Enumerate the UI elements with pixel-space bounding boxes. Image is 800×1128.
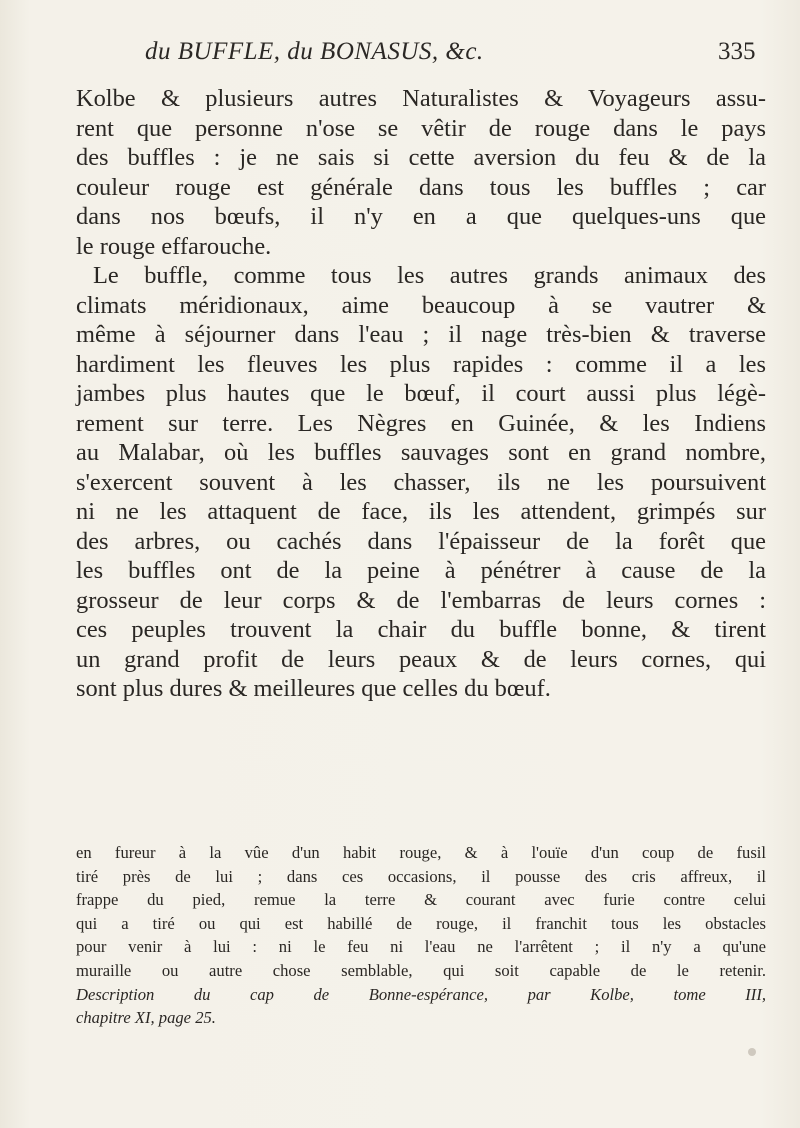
- text-line: grosseur de leur corps & de l'embarras de leurs cornes :: [76, 586, 766, 614]
- text-line: un grand profit de leurs peaux & de leurs cornes, qui: [76, 645, 766, 673]
- footnote-line: tiré près de lui ; dans ces occasions, il pousse des cris affreux, il: [76, 866, 766, 886]
- text-line: même à séjourner dans l'eau ; il nage très-bien & traverse: [76, 321, 766, 348]
- running-title: du BUFFLE, du BONASUS, &c.: [145, 38, 484, 65]
- text-line: hardiment les fleuves les plus rapides : comme il a les: [76, 350, 766, 378]
- footnote-line: en fureur à la vûe d'un habit rouge, & à l'ouïe d'un coup de fusil: [76, 843, 766, 862]
- footnote-line: qui a tiré ou qui est habillé de rouge, il franchit tous les obstacles: [76, 913, 766, 933]
- footnote-citation: chapitre XI, page 25.: [76, 1008, 216, 1028]
- paper-stain: [748, 1048, 756, 1056]
- page-number: 335: [718, 38, 756, 65]
- text-line: les buffles ont de la peine à pénétrer à cause de la: [76, 557, 766, 584]
- text-line: jambes plus hautes que le bœuf, il court aussi plus légè-: [76, 380, 766, 407]
- footnote-line: pour venir à lui : ni le feu ni l'eau ne l'arrêtent ; il n'y a qu'une: [76, 937, 766, 957]
- text-line: des arbres, ou cachés dans l'épaisseur de la forêt que: [76, 527, 766, 555]
- text-line: au Malabar, où les buffles sauvages sont en grand nombre,: [76, 439, 766, 466]
- footnote-citation: Description du cap de Bonne-espérance, par Kolbe, tome III,: [76, 984, 766, 1004]
- footnote-line: frappe du pied, remue la terre & courant avec furie contre celui: [76, 890, 766, 910]
- text-line: dans nos bœufs, il n'y en a que quelques-uns que: [76, 203, 766, 230]
- text-line: Le buffle, comme tous les autres grands animaux des: [93, 262, 766, 289]
- footnote-line: muraille ou autre chose semblable, qui soit capable de le retenir.: [76, 960, 766, 980]
- text-line: des buffles : je ne sais si cette aversion du feu & de la: [76, 144, 766, 171]
- text-line: rement sur terre. Les Nègres en Guinée, & les Indiens: [76, 409, 766, 437]
- text-line: couleur rouge est générale dans tous les buffles ; car: [76, 173, 766, 201]
- text-line: rent que personne n'ose se vêtir de rouge dans le pays: [76, 114, 766, 142]
- main-text: [76, 84, 766, 704]
- text-line: s'exercent souvent à les chasser, ils ne les poursuivent: [76, 468, 766, 496]
- text-line: le rouge effarouche.: [76, 232, 272, 260]
- text-line: climats méridionaux, aime beaucoup à se vautrer &: [76, 291, 766, 319]
- text-line: ni ne les attaquent de face, ils les attendent, grimpés sur: [76, 498, 766, 525]
- text-line: Kolbe & plusieurs autres Naturalistes & Voyageurs assu-: [76, 85, 766, 112]
- text-line: ces peuples trouvent la chair du buffle bonne, & tirent: [76, 616, 766, 643]
- footnote: [76, 841, 766, 1030]
- text-line: sont plus dures & meilleures que celles du bœuf.: [76, 675, 551, 702]
